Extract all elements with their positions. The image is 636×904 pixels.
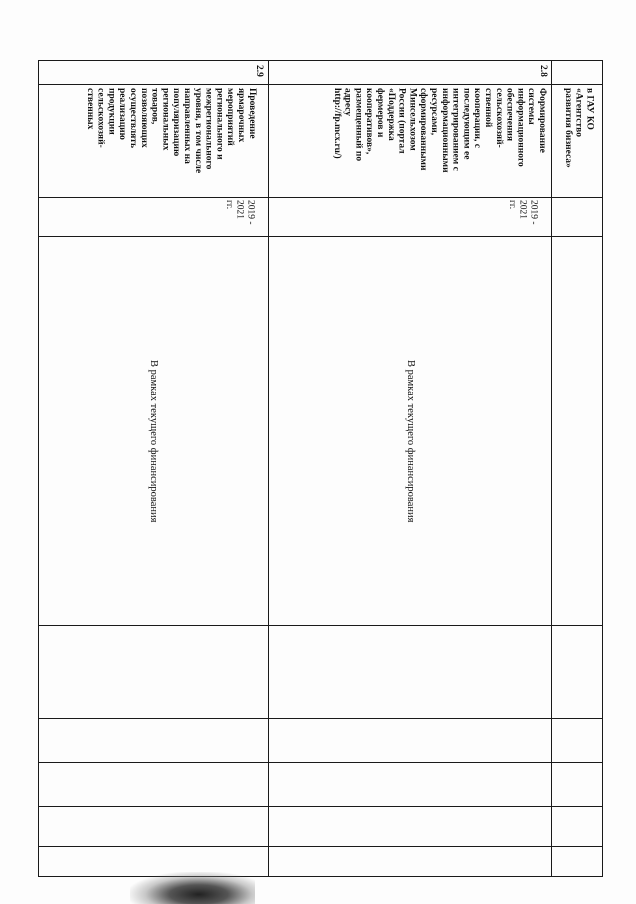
scan-smudge bbox=[130, 872, 255, 904]
grid-line-h8 bbox=[38, 846, 603, 847]
table-border-right bbox=[602, 60, 603, 876]
table-border-left bbox=[38, 60, 39, 876]
row-2-9-description: Проведение ярмарочных мероприятий регионального и межрегионального уровня, в том числе направленных на популяризацию региональных товаров, позволяющих осуществлять реализацию продукции сельскохозяй- ственных bbox=[84, 88, 257, 174]
grid-line-h3 bbox=[38, 236, 603, 237]
row-2-9-term: 2019 - 2021 гг. bbox=[223, 200, 256, 225]
table-border-bottom bbox=[38, 876, 603, 877]
grid-line-h2 bbox=[38, 197, 603, 198]
grid-line-h7 bbox=[38, 806, 603, 807]
row-2-9-financing: В рамках текущего финансирования bbox=[148, 360, 159, 523]
row-separator-1 bbox=[268, 60, 269, 876]
row-2-8-term: 2019 - 2021 гг. bbox=[506, 200, 539, 225]
grid-line-h1 bbox=[38, 84, 603, 85]
row-2-8-description: Формирование системы информационного обеспечения сельскохозяй- ственной кооперации, с последующим ее интегрированием с информационными ресурсами, сформированными Минсельхозом России (портал «Поддержка фермеров и кооперативов», размещенный по адресу http://fp.mcx.ru/) bbox=[331, 88, 547, 173]
row-2-8-number: 2.8 bbox=[537, 65, 548, 77]
grid-line-h6 bbox=[38, 762, 603, 763]
continuation-text: в ГАУ КО «Агентство развития бизнеса» bbox=[562, 88, 595, 168]
table-border-top bbox=[38, 60, 603, 61]
row-2-8-financing: В рамках текущего финансирования bbox=[405, 360, 416, 523]
grid-line-h5 bbox=[38, 718, 603, 719]
row-2-9-number: 2.9 bbox=[253, 65, 264, 77]
row-separator-2 bbox=[551, 60, 552, 876]
grid-line-h4 bbox=[38, 625, 603, 626]
